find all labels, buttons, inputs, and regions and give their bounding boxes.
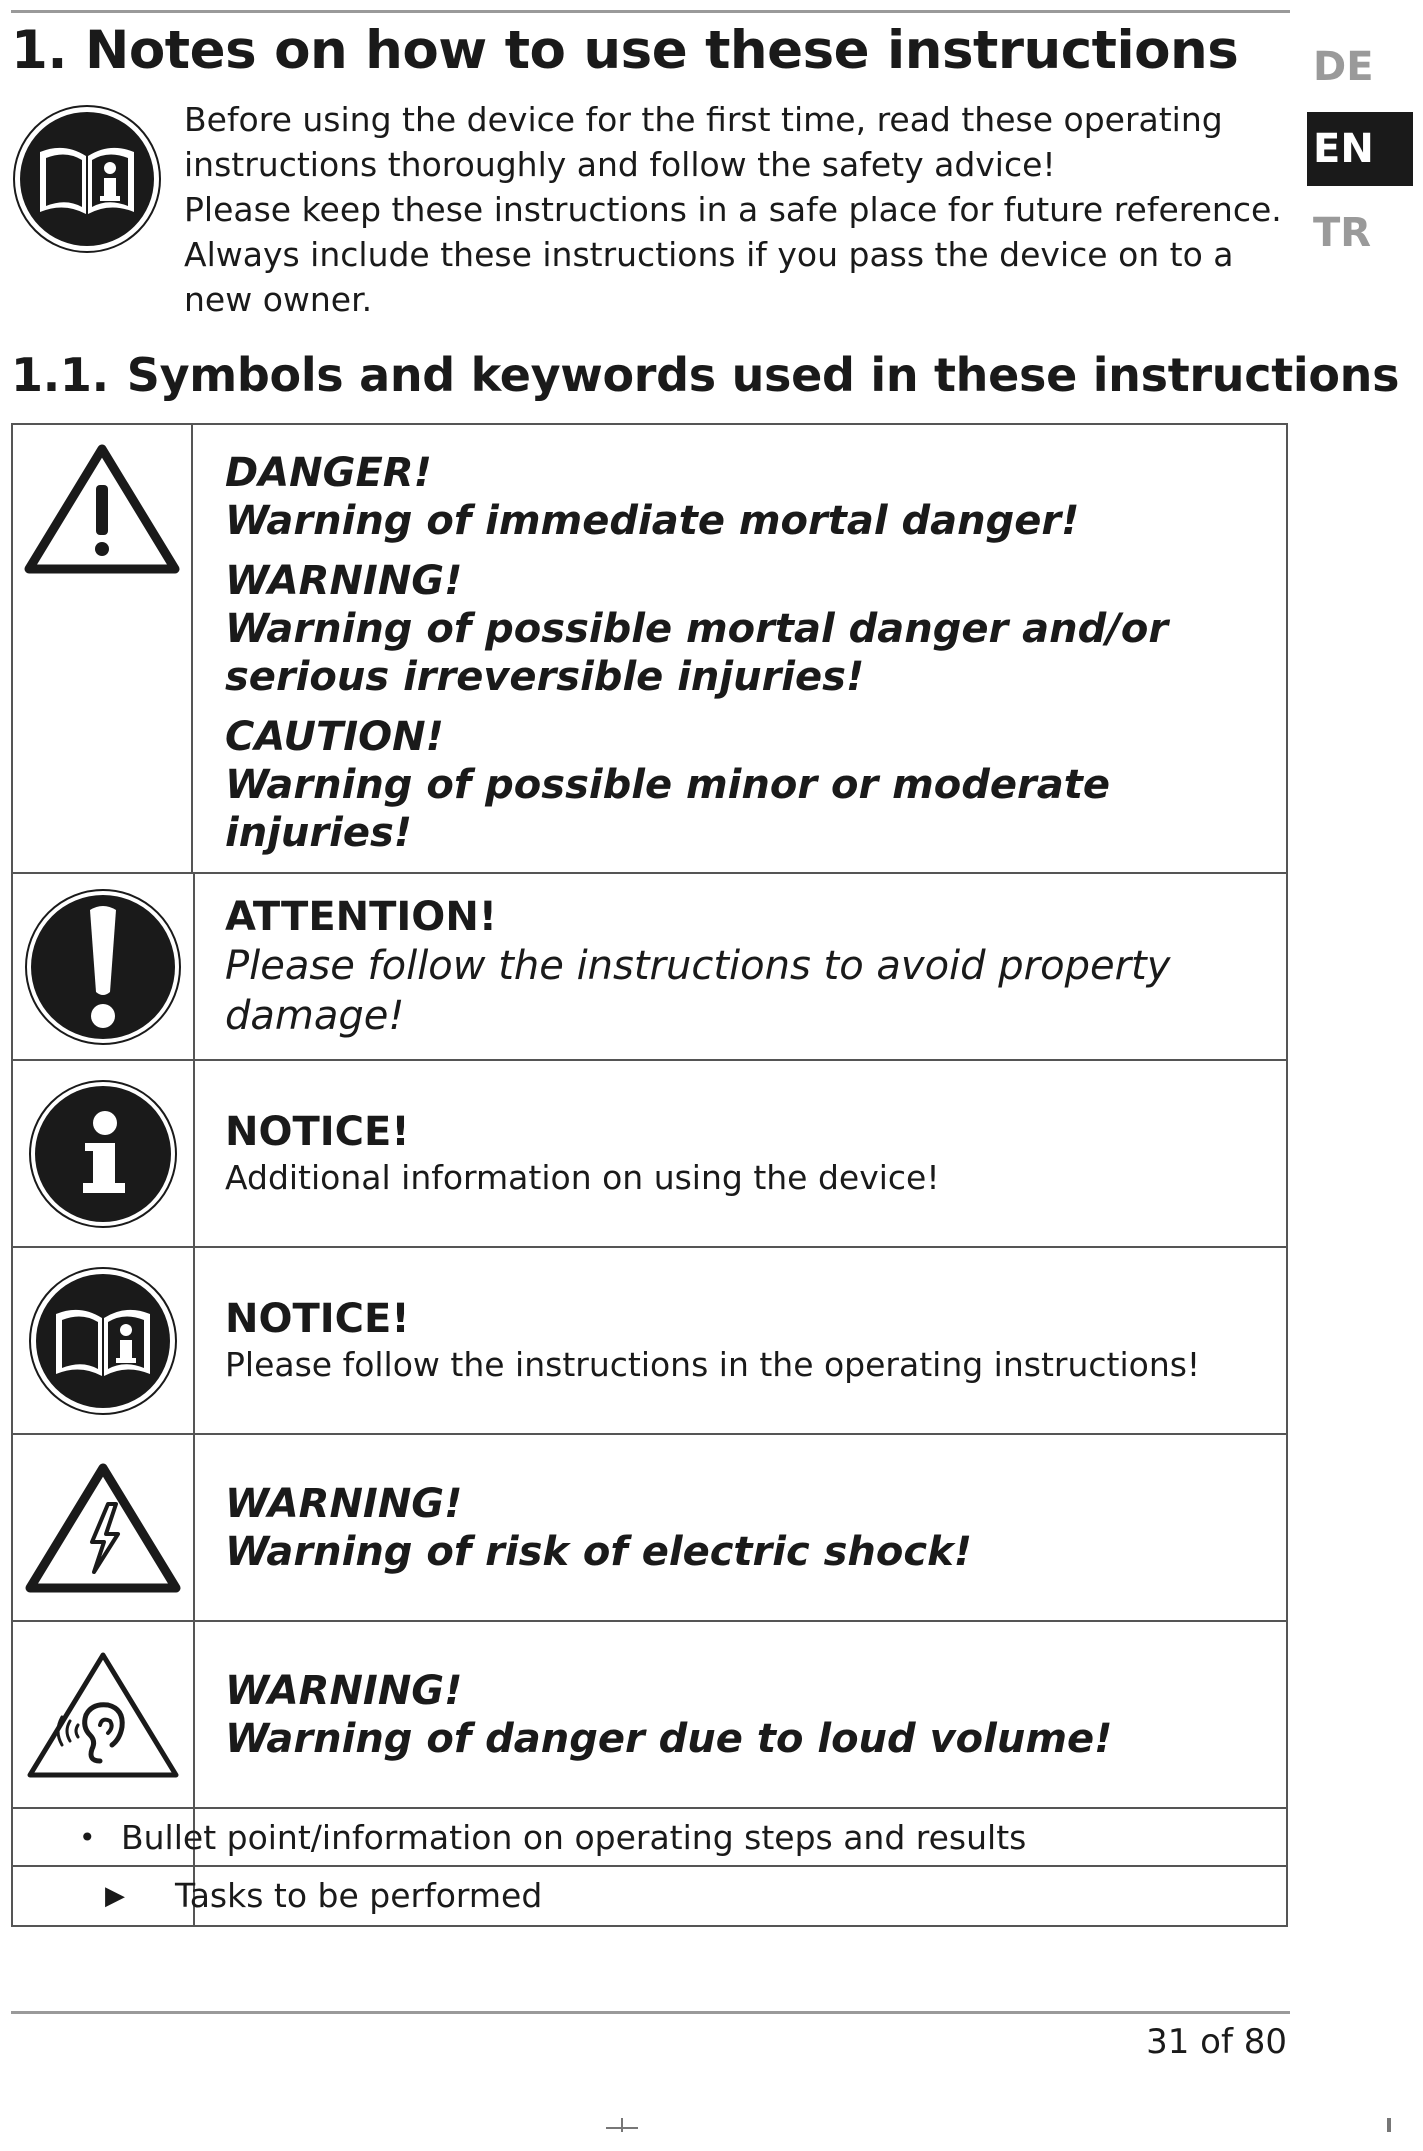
exclamation-circle-icon: [24, 888, 182, 1046]
crop-mark-icon: [606, 2118, 638, 2132]
info-circle-icon: [28, 1079, 178, 1229]
symbol-row-notice-manual: [13, 1248, 1286, 1435]
bullet-info-text: Bullet point/information on operating steps and results: [121, 1818, 1027, 1857]
electric-shock-icon: [24, 1462, 182, 1594]
symbol-row-danger: [13, 425, 1286, 874]
keyword-attention: ATTENTION!: [225, 893, 498, 940]
text-notice-manual: Please follow the instructions in the operating instructions!: [225, 1344, 1201, 1384]
text-warning: Warning of possible mortal danger and/or serious irreversible injuries!: [225, 606, 1169, 700]
bullet-row-tasks: [13, 1867, 1286, 1925]
text-attention: Please follow the instructions to avoid property damage!: [225, 942, 1171, 1039]
intro-paragraph-2: Please keep these instructions in a safe place for future reference. Always include these instructions if you pass the device on to a new owner.: [184, 190, 1282, 319]
subsection-heading: [11, 348, 1399, 402]
page-title: [11, 20, 1238, 81]
symbols-table: [11, 423, 1288, 1927]
subsection-number: 1.1.: [11, 348, 109, 402]
intro-paragraph-1: Before using the device for the first time, read these operating instructions thoroughly and follow the safety advice!: [184, 100, 1223, 184]
bullet-row-info: [13, 1809, 1286, 1867]
text-loud-volume: Warning of danger due to loud volume!: [225, 1715, 1113, 1762]
top-rule: [11, 10, 1290, 13]
keyword-electric-shock: WARNING!: [225, 1480, 463, 1527]
keyword-notice-info: NOTICE!: [225, 1108, 410, 1155]
symbol-row-attention: [13, 874, 1286, 1061]
manual-book-icon: [12, 104, 162, 254]
bottom-rule: [11, 2011, 1290, 2014]
text-danger: Warning of immediate mortal danger!: [225, 498, 1080, 544]
bullet-tasks-text: Tasks to be performed: [175, 1876, 543, 1915]
text-caution: Warning of possible minor or moderate injuries!: [225, 762, 1111, 856]
language-tab-en[interactable]: EN: [1307, 112, 1413, 186]
keyword-danger: DANGER!: [225, 450, 432, 496]
keyword-warning: WARNING!: [225, 558, 463, 604]
symbol-row-notice-info: [13, 1061, 1286, 1248]
keyword-notice-manual: NOTICE!: [225, 1295, 410, 1342]
crop-mark-right: [1387, 2118, 1391, 2132]
bullet-dot-icon: •: [79, 1821, 96, 1854]
language-tab-de[interactable]: DE: [1313, 44, 1374, 90]
section-title: Notes on how to use these instructions: [85, 20, 1239, 81]
text-notice-info: Additional information on using the device!: [225, 1157, 940, 1197]
page-number: 31 of 80: [1146, 2022, 1287, 2062]
symbol-row-loud-volume: [13, 1622, 1286, 1809]
keyword-caution: CAUTION!: [225, 714, 444, 760]
symbol-row-electric-shock: [13, 1435, 1286, 1622]
intro-text: [184, 97, 1294, 322]
text-electric-shock: Warning of risk of electric shock!: [225, 1528, 972, 1575]
loud-volume-icon: [24, 1649, 182, 1781]
subsection-title: Symbols and keywords used in these instructions: [126, 348, 1400, 402]
danger-triangle-icon: [23, 443, 181, 575]
manual-book-icon: [28, 1266, 178, 1416]
section-number: 1.: [11, 20, 68, 81]
language-tab-tr[interactable]: TR: [1313, 210, 1372, 256]
keyword-loud-volume: WARNING!: [225, 1667, 463, 1714]
task-arrow-icon: ▶: [105, 1881, 125, 1911]
